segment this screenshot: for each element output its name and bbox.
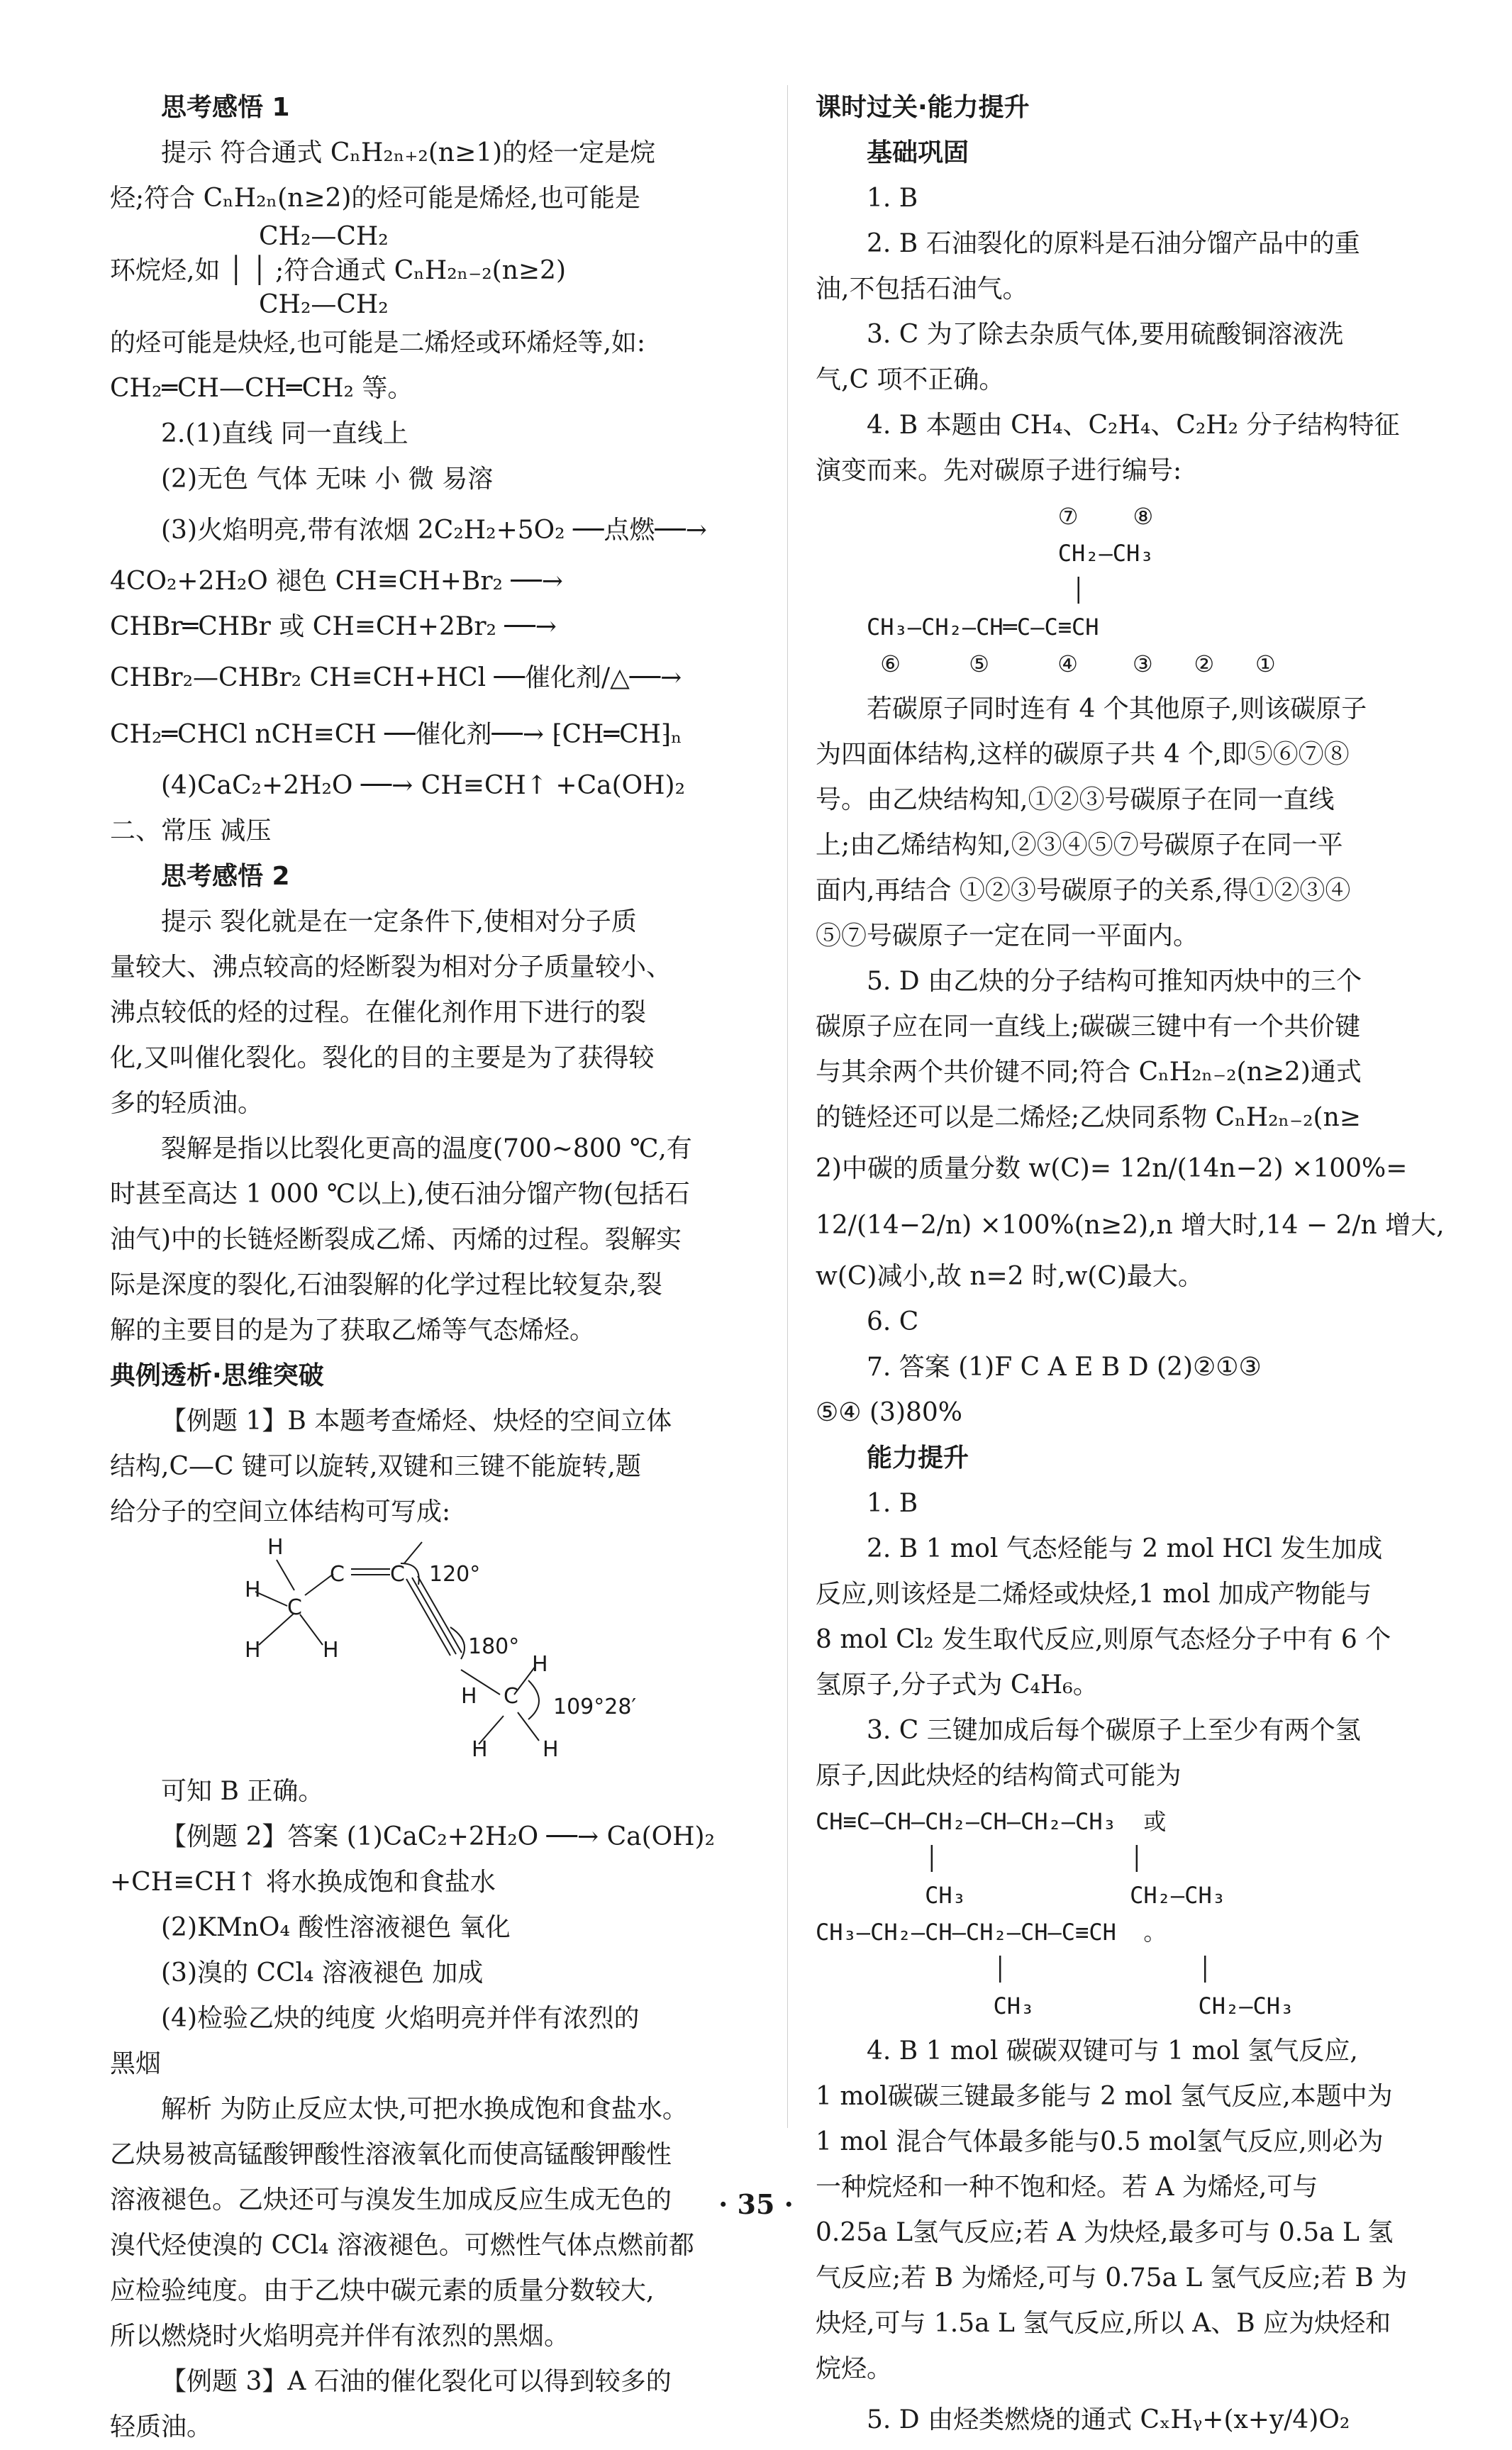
text-line: 际是深度的裂化,石油裂解的化学过程比较复杂,裂 bbox=[110, 1270, 662, 1299]
struct-line: CH₂—CH₂ bbox=[259, 222, 389, 251]
text-line: 气,C 项不正确。 bbox=[816, 365, 1005, 394]
text-line: 烷烃。 bbox=[816, 2354, 893, 2383]
struct-line: CH₃—CH₂—CH═C—C≡CH bbox=[867, 614, 1099, 641]
text-line: ⑤⑦号碳原子一定在同一平面内。 bbox=[816, 921, 1199, 950]
text-line: (4)检验乙炔的纯度 火焰明亮并伴有浓烈的 bbox=[161, 2004, 640, 2033]
text-line: 化,又叫催化裂化。裂化的目的主要是为了获得较 bbox=[110, 1043, 655, 1072]
column-divider bbox=[787, 85, 788, 2128]
text-line: 1 mol 混合气体最多能与0.5 mol氢气反应,则必为 bbox=[816, 2127, 1384, 2156]
text-line: 黑烟 bbox=[110, 2049, 162, 2078]
text-line: 沸点较低的烃的过程。在催化剂作用下进行的裂 bbox=[110, 998, 647, 1027]
right-column bbox=[816, 85, 1445, 2449]
text-line: 1 mol碳碳三键最多能与 2 mol 氢气反应,本题中为 bbox=[816, 2082, 1393, 2111]
text-line: 8 mol Cl₂ 发生取代反应,则原气态烃分子中有 6 个 bbox=[816, 1625, 1391, 1654]
answer-line: 7. 答案 (1)F C A E B D (2)②①③ bbox=[867, 1353, 1262, 1382]
text-line: 解的主要目的是为了获取乙烯等气态烯烃。 bbox=[110, 1316, 596, 1345]
struct-line: CH₃ CH₂—CH₃ bbox=[816, 1882, 1225, 1909]
text-line: 烃;符合 CₙH₂ₙ(n≥2)的烃可能是烯烃,也可能是 bbox=[110, 184, 640, 213]
struct-line: │ │ bbox=[816, 1956, 1212, 1983]
text-line: 的链烃还可以是二烯烃;乙炔同系物 CₙH₂ₙ₋₂(n≥ bbox=[816, 1103, 1361, 1132]
text-line: 油,不包括石油气。 bbox=[816, 275, 1028, 304]
text-line: +CH≡CH↑ 将水换成饱和食盐水 bbox=[110, 1868, 496, 1897]
text-line: 所以燃烧时火焰明亮并伴有浓烈的黑烟。 bbox=[110, 2322, 570, 2351]
section-heading: 思考感悟 1 bbox=[161, 93, 290, 122]
answer-line: 5. D 由烃类燃烧的通式 CₓHᵧ+(x+y/4)O₂ bbox=[867, 2405, 1350, 2434]
section-heading: 思考感悟 2 bbox=[161, 862, 290, 891]
formula-line: 12/(14−2/n) ×100%(n≥2),n 增大时,14 − 2/n 增大, bbox=[816, 1211, 1445, 1240]
text-line: 应检验纯度。由于乙炔中碳元素的质量分数较大, bbox=[110, 2276, 655, 2305]
text-line: 【例题 2】答案 (1)CaC₂+2H₂O ──→ Ca(OH)₂ bbox=[161, 1822, 716, 1851]
text-line: 油气)中的长链烃断裂成乙烯、丙烯的过程。裂解实 bbox=[110, 1225, 682, 1254]
text-line: 多的轻质油。 bbox=[110, 1089, 264, 1118]
text-line: 气反应;若 B 为烯烃,可与 0.75a L 氢气反应;若 B 为 bbox=[816, 2263, 1408, 2293]
text-line: 一种烷烃和一种不饱和烃。若 A 为烯烃,可与 bbox=[816, 2173, 1318, 2202]
text-line: 碳原子应在同一直线上;碳碳三键中有一个共价键 bbox=[816, 1012, 1361, 1041]
left-column bbox=[110, 85, 762, 2450]
text-line: 为四面体结构,这样的碳原子共 4 个,即⑤⑥⑦⑧ bbox=[816, 740, 1350, 769]
atom-label: H bbox=[267, 1535, 284, 1560]
text-line: 乙炔易被高锰酸钾酸性溶液氧化而使高锰酸钾酸性 bbox=[110, 2140, 672, 2169]
text-line: (2)KMnO₄ 酸性溶液褪色 氧化 bbox=[161, 1913, 511, 1942]
text-line: 轻质油。 bbox=[110, 2412, 213, 2441]
section-heading: 典例透析·思维突破 bbox=[110, 1361, 324, 1390]
atom-label: H bbox=[245, 1638, 261, 1663]
text-line: 号。由乙炔结构知,①②③号碳原子在同一直线 bbox=[816, 785, 1335, 814]
answer-line: 1. B bbox=[867, 184, 918, 213]
carbon-numbering-structure bbox=[816, 498, 1440, 682]
text-line: 溶液褪色。乙炔还可与溴发生加成反应生成无色的 bbox=[110, 2185, 672, 2215]
text-line: 裂解是指以比裂化更高的温度(700~800 ℃,有 bbox=[161, 1134, 692, 1163]
answer-line: 6. C bbox=[867, 1307, 919, 1336]
text-line: 的烃可能是炔烃,也可能是二烯烃或环烯烃等,如: bbox=[110, 328, 646, 357]
text-line: 【例题 3】A 石油的催化裂化可以得到较多的 bbox=[161, 2367, 672, 2396]
atom-label: C bbox=[287, 1595, 302, 1620]
text-line: 量较大、沸点较高的烃断裂为相对分子质量较小、 bbox=[110, 953, 672, 982]
atom-label: H bbox=[472, 1737, 488, 1762]
bond-angle-120: 120° bbox=[429, 1562, 481, 1587]
text-line: 原子,因此炔烃的结构简式可能为 bbox=[816, 1761, 1182, 1790]
bond-angle-109: 109°28′ bbox=[553, 1695, 637, 1719]
text-line: 结构,C—C 键可以旋转,双键和三键不能旋转,题 bbox=[110, 1452, 641, 1481]
text-line: 面内,再结合 ①②③号碳原子的关系,得①②③④ bbox=[816, 876, 1351, 905]
text-line: ⑤④ (3)80% bbox=[816, 1398, 962, 1427]
struct-line: │ bbox=[867, 577, 1086, 604]
text-line: CHBr₂—CHBr₂ CH≡CH+HCl ──催化剂/△──→ bbox=[110, 663, 682, 692]
atom-label: H bbox=[532, 1652, 548, 1677]
atom-label: H bbox=[323, 1638, 339, 1663]
struct-line: ⑦ ⑧ bbox=[867, 503, 1154, 530]
text-line: (3)火焰明亮,带有浓烟 2C₂H₂+5O₂ ──点燃──→ bbox=[161, 516, 707, 545]
atom-label: C bbox=[504, 1684, 518, 1709]
text-line: 给分子的空间立体结构可写成: bbox=[110, 1497, 451, 1526]
answer-line: 5. D 由乙炔的分子结构可推知丙炔中的三个 bbox=[867, 967, 1362, 996]
text-line: 溴代烃使溴的 CCl₄ 溶液褪色。可燃性气体点燃前都 bbox=[110, 2231, 694, 2260]
alkyne-structures bbox=[816, 1803, 1440, 2024]
section-heading: 课时过关·能力提升 bbox=[816, 93, 1030, 122]
text-line: 若碳原子同时连有 4 个其他原子,则该碳原子 bbox=[867, 694, 1367, 724]
text-line: 炔烃,可与 1.5a L 氢气反应,所以 A、B 应为炔烃和 bbox=[816, 2309, 1391, 2338]
atom-label: C bbox=[390, 1562, 405, 1587]
bond-angle-180: 180° bbox=[468, 1634, 520, 1659]
text-line: CHBr═CHBr 或 CH≡CH+2Br₂ ──→ bbox=[110, 612, 557, 641]
text-line: 提示 符合通式 CₙH₂ₙ₊₂(n≥1)的烃一定是烷 bbox=[161, 138, 656, 167]
atom-label: C bbox=[330, 1562, 345, 1587]
subsection-heading: 能力提升 bbox=[867, 1443, 969, 1473]
answer-line: 2. B 1 mol 气态烃能与 2 mol HCl 发生加成 bbox=[867, 1534, 1383, 1563]
text-line: 2.(1)直线 同一直线上 bbox=[161, 419, 408, 448]
text-line: (4)CaC₂+2H₂O ──→ CH≡CH↑ +Ca(OH)₂ bbox=[161, 771, 686, 800]
struct-line: CH₃—CH₂—CH—CH₂—CH—C≡CH 。 bbox=[816, 1919, 1167, 1946]
text-line: 氢原子,分子式为 C₄H₆。 bbox=[816, 1670, 1099, 1700]
answer-line: 4. B 本题由 CH₄、C₂H₄、C₂H₂ 分子结构特征 bbox=[867, 411, 1400, 440]
atom-label: H bbox=[461, 1684, 477, 1709]
struct-line: CH₂—CH₂ bbox=[259, 290, 389, 319]
answer-line: 1. B bbox=[867, 1489, 918, 1518]
answer-line: 2. B 石油裂化的原料是石油分馏产品中的重 bbox=[867, 229, 1360, 258]
subsection-heading: 基础巩固 bbox=[867, 138, 969, 167]
answer-line: 4. B 1 mol 碳碳双键可与 1 mol 氢气反应, bbox=[867, 2036, 1358, 2066]
text-line: w(C)减小,故 n=2 时,w(C)最大。 bbox=[816, 1262, 1204, 1291]
text-line: CH₂═CHCl nCH≡CH ──催化剂──→ ⁅CH═CH⁆ₙ bbox=[110, 720, 682, 749]
struct-line: ⑥ ⑤ ④ ③ ② ① bbox=[867, 650, 1276, 677]
struct-line: CH≡C—CH—CH₂—CH—CH₂—CH₃ 或 bbox=[816, 1808, 1167, 1835]
page-number: · 35 · bbox=[718, 2188, 794, 2220]
struct-line: CH₂—CH₃ bbox=[867, 540, 1154, 567]
text-line: 0.25a L氢气反应;若 A 为炔烃,最多可与 0.5a L 氢 bbox=[816, 2218, 1394, 2247]
atom-label: H bbox=[543, 1737, 559, 1762]
answer-line: 3. C 为了除去杂质气体,要用硫酸铜溶液洗 bbox=[867, 320, 1344, 349]
text-line: 上;由乙烯结构知,②③④⑤⑦号碳原子在同一平 bbox=[816, 831, 1343, 860]
text-line: 时甚至高达 1 000 ℃以上),使石油分馏产物(包括石 bbox=[110, 1180, 690, 1209]
text-line: 4CO₂+2H₂O 褪色 CH≡CH+Br₂ ──→ bbox=[110, 567, 563, 596]
answer-line: 3. C 三键加成后每个碳原子上至少有两个氢 bbox=[867, 1716, 1361, 1745]
struct-line: CH₃ CH₂—CH₃ bbox=[816, 1992, 1294, 2019]
text-line: 解析 为防止反应太快,可把水换成饱和食盐水。 bbox=[161, 2095, 688, 2124]
formula-line: 2)中碳的质量分数 w(C)= 12n/(14n−2) ×100%= bbox=[816, 1154, 1408, 1183]
text-line: 演变而来。先对碳原子进行编号: bbox=[816, 456, 1182, 485]
text-line: 与其余两个共价键不同;符合 CₙH₂ₙ₋₂(n≥2)通式 bbox=[816, 1058, 1362, 1087]
text-line: 反应,则该烃是二烯烃或炔烃,1 mol 加成产物能与 bbox=[816, 1580, 1372, 1609]
text-line: 二、常压 减压 bbox=[110, 816, 272, 846]
text-line: (2)无色 气体 无味 小 微 易溶 bbox=[161, 465, 494, 494]
molecule-structure bbox=[110, 1535, 762, 1769]
text-line: 可知 B 正确。 bbox=[161, 1777, 324, 1806]
struct-line: │ │ bbox=[816, 1845, 1144, 1872]
text-line: CH₂═CH—CH═CH₂ 等。 bbox=[110, 374, 413, 403]
text-line: 环烷烃,如 │ │ ;符合通式 CₙH₂ₙ₋₂(n≥2) bbox=[110, 256, 566, 285]
text-line: (3)溴的 CCl₄ 溶液褪色 加成 bbox=[161, 1958, 484, 1988]
text-line: 提示 裂化就是在一定条件下,使相对分子质 bbox=[161, 907, 637, 936]
text-line: 【例题 1】B 本题考查烯烃、炔烃的空间立体 bbox=[161, 1407, 672, 1436]
atom-label: H bbox=[245, 1578, 261, 1602]
